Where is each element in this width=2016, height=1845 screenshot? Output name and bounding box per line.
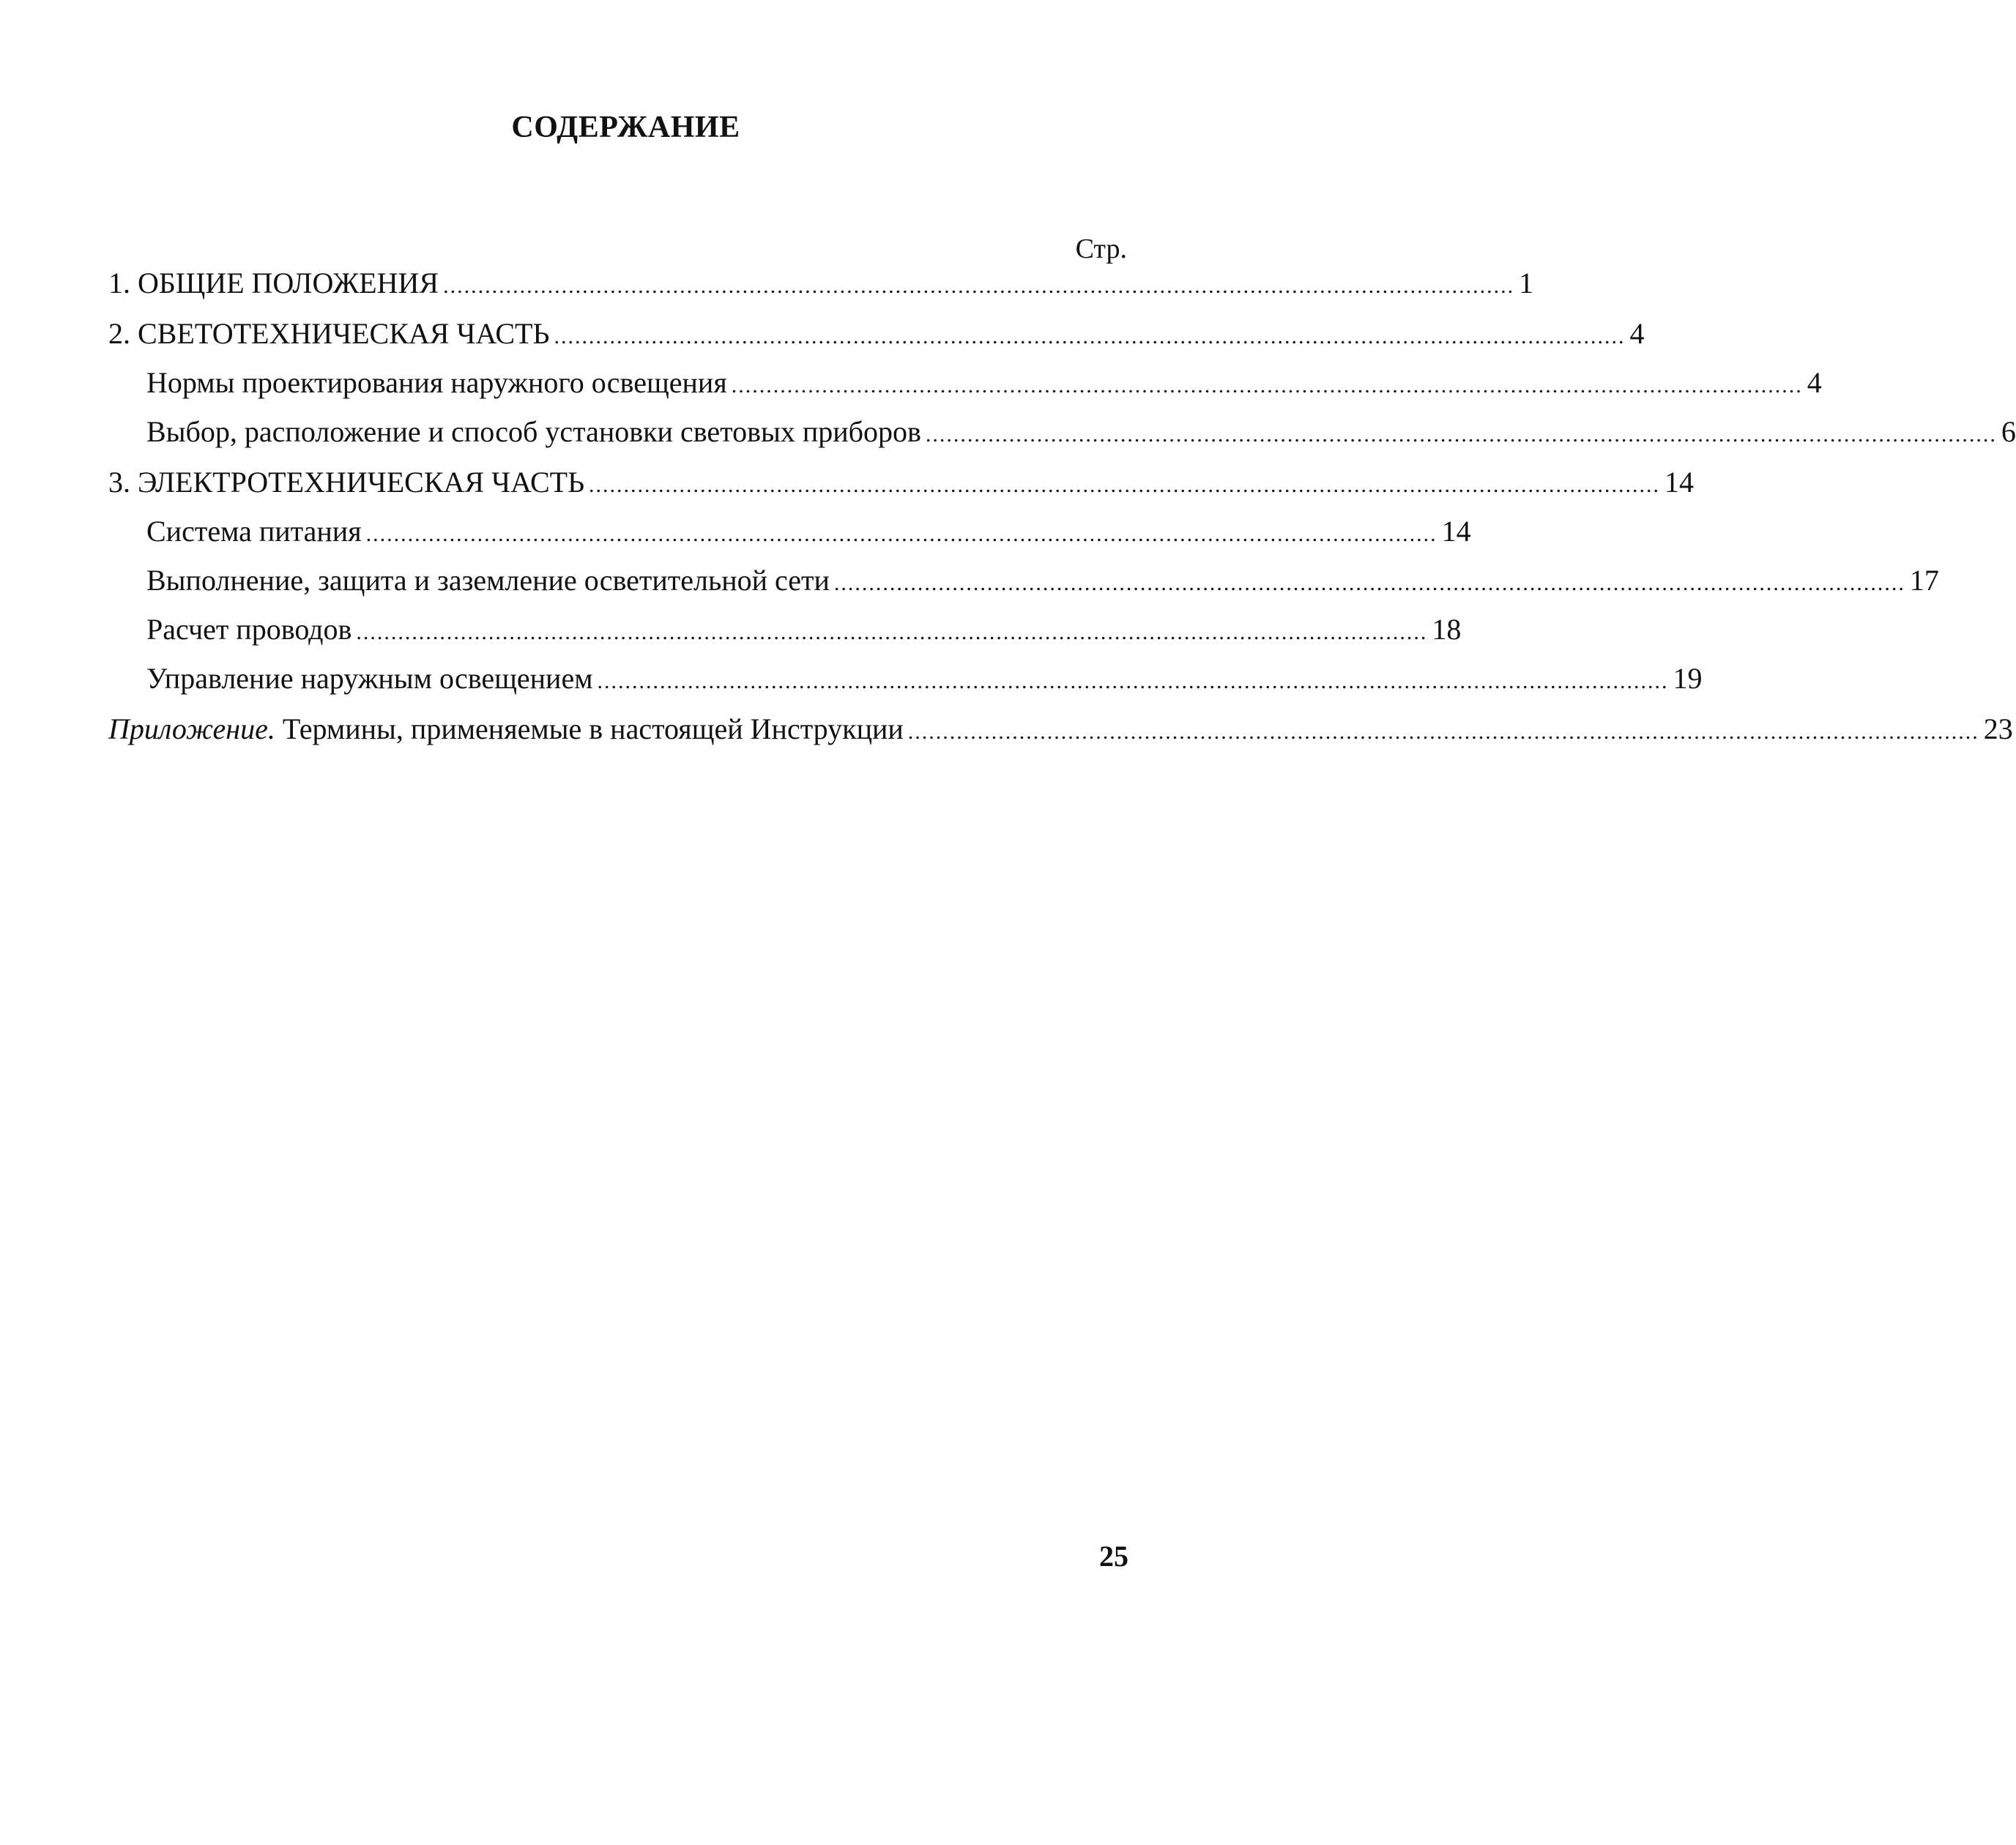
toc-leader-dots: .......................................................................................................................................................... — [554, 324, 1626, 348]
toc-leader-dots: .......................................................................................................................................................... — [589, 473, 1661, 497]
toc-entry-page: 4 — [1629, 317, 1645, 350]
toc-entry-title: Выполнение, защита и заземление осветительной сети — [146, 564, 830, 597]
toc-entry-page: 14 — [1441, 515, 1471, 548]
toc-leader-dots: .......................................................................................................................................................... — [356, 620, 1428, 644]
toc-entry-1[interactable] — [108, 266, 1534, 300]
toc-entry-page: 18 — [1432, 613, 1462, 646]
table-of-contents — [108, 266, 2016, 746]
toc-entry-title: ОБЩИЕ ПОЛОЖЕНИЯ — [138, 266, 439, 299]
toc-entry-prefix: Приложение. — [108, 712, 275, 745]
toc-entry-3-3[interactable] — [108, 612, 1462, 646]
toc-leader-dots: .......................................................................................................................................................... — [925, 422, 1997, 447]
toc-entry-title: ЭЛЕКТРОТЕХНИЧЕСКАЯ ЧАСТЬ — [138, 466, 585, 499]
toc-entry-page: 1 — [1519, 266, 1534, 299]
toc-entry-title: Нормы проектирования наружного освещения — [146, 366, 727, 399]
toc-entry-number: 3. — [108, 466, 130, 499]
toc-entry-appendix[interactable] — [108, 712, 2013, 746]
toc-entry-2[interactable] — [108, 316, 1645, 351]
toc-entry-page: 6 — [2001, 415, 2016, 448]
toc-entry-3[interactable] — [108, 465, 1695, 499]
toc-entry-2-2[interactable] — [108, 414, 2016, 449]
toc-entry-number: 1. — [108, 266, 130, 299]
toc-entry-number: 2. — [108, 317, 130, 350]
toc-leader-dots: .......................................................................................................................................................... — [443, 274, 1515, 298]
toc-entry-3-1[interactable] — [108, 514, 1471, 548]
toc-entry-3-2[interactable] — [108, 563, 1939, 597]
page-column-label: Стр. — [1075, 234, 1127, 264]
toc-leader-dots: .......................................................................................................................................................... — [365, 522, 1437, 546]
toc-entry-page: 17 — [1909, 564, 1939, 597]
toc-leader-dots: .......................................................................................................................................................... — [907, 720, 1979, 744]
toc-entry-title: Система питания — [146, 515, 362, 548]
toc-leader-dots: .......................................................................................................................................................... — [597, 669, 1669, 693]
toc-entry-title: Термины, применяемые в настоящей Инструкции — [282, 712, 904, 745]
toc-entry-2-1[interactable] — [108, 365, 1822, 400]
toc-entry-title: Управление наружным освещением — [146, 662, 593, 695]
toc-entry-page: 4 — [1807, 366, 1822, 399]
toc-entry-title: Расчет проводов — [146, 613, 352, 646]
page-number: 25 — [1099, 1540, 1128, 1573]
toc-entry-page: 14 — [1664, 466, 1695, 499]
toc-entry-3-4[interactable] — [108, 661, 1703, 696]
toc-entry-page: 19 — [1673, 662, 1703, 695]
toc-entry-title: СВЕТОТЕХНИЧЕСКАЯ ЧАСТЬ — [138, 317, 550, 350]
toc-leader-dots: .......................................................................................................................................................... — [833, 571, 1905, 595]
toc-entry-page: 23 — [1983, 712, 2013, 745]
toc-entry-title: Выбор, расположение и способ установки световых приборов — [146, 415, 921, 448]
page-title: СОДЕРЖАНИЕ — [511, 111, 740, 144]
toc-leader-dots: .......................................................................................................................................................... — [731, 373, 1803, 398]
